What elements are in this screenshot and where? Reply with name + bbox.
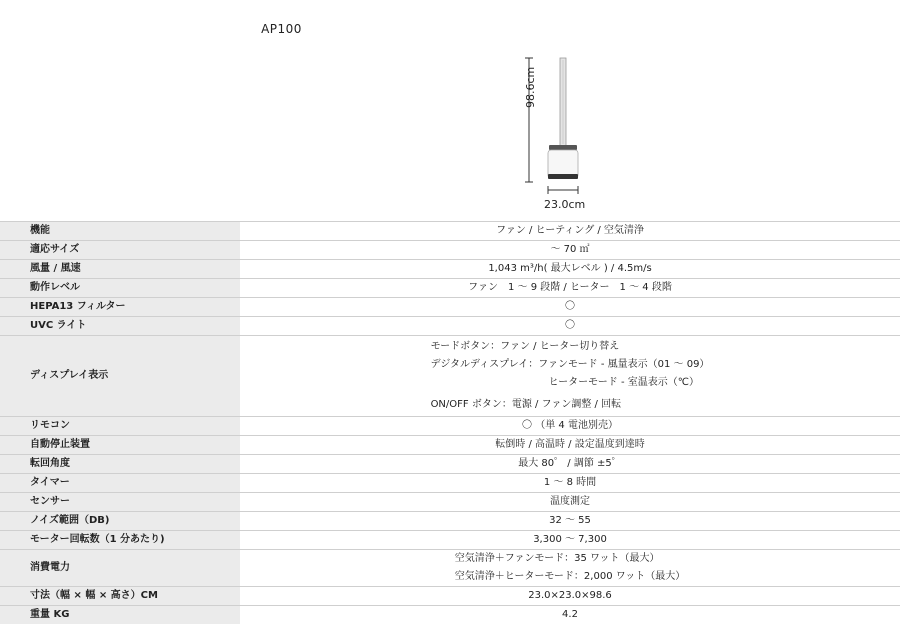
spec-value: 転倒時 / 高温時 / 設定温度到達時 <box>240 436 900 455</box>
spec-label: リモコン <box>0 417 240 436</box>
spec-value: 〇 （単 4 電池別売） <box>240 417 900 436</box>
spec-label: 寸法（幅 × 幅 × 高さ）CM <box>0 587 240 606</box>
table-row <box>0 417 900 436</box>
table-row <box>0 436 900 455</box>
spec-label: UVC ライト <box>0 317 240 336</box>
spec-label: 消費電力 <box>0 550 240 587</box>
table-row <box>0 336 900 417</box>
spec-label: 重量 KG <box>0 606 240 624</box>
spec-label: センサー <box>0 493 240 512</box>
spec-value-line: 空気清浄＋ヒーターモード：2,000 ワット（最大） <box>455 568 686 586</box>
spec-value: 1 ～ 8 時間 <box>240 474 900 493</box>
table-row <box>0 317 900 336</box>
spec-label: タイマー <box>0 474 240 493</box>
table-row <box>0 587 900 606</box>
spec-value-line: ヒーターモード - 室温表示（℃） <box>431 374 710 392</box>
spec-label: 機能 <box>0 222 240 241</box>
spec-value <box>240 550 900 587</box>
spec-label: 風量 / 風速 <box>0 260 240 279</box>
table-row <box>0 279 900 298</box>
table-row <box>0 550 900 587</box>
spec-value: 23.0×23.0×98.6 <box>240 587 900 606</box>
spec-value: 4.2 <box>240 606 900 624</box>
spec-label: 転回角度 <box>0 455 240 474</box>
spec-label: 動作レベル <box>0 279 240 298</box>
table-row <box>0 606 900 624</box>
table-row <box>0 531 900 550</box>
spec-value: 3,300 ～ 7,300 <box>240 531 900 550</box>
table-row <box>0 493 900 512</box>
spec-value: 〇 <box>240 317 900 336</box>
spec-value: ファン 1 ～ 9 段階 / ヒーター 1 ～ 4 段階 <box>240 279 900 298</box>
table-row <box>0 241 900 260</box>
spec-label: 適応サイズ <box>0 241 240 260</box>
table-row <box>0 260 900 279</box>
table-row <box>0 298 900 317</box>
spec-value: 最大 80゜ / 調節 ±5゜ <box>240 455 900 474</box>
table-row <box>0 455 900 474</box>
table-row <box>0 474 900 493</box>
spec-value-line: 空気清浄＋ファンモード：35 ワット（最大） <box>455 550 686 568</box>
spec-value: ファン / ヒーティング / 空気清浄 <box>240 222 900 241</box>
spec-value: 32 ～ 55 <box>240 512 900 531</box>
spec-value: 1,043 m³/h( 最大レベル ) / 4.5m/s <box>240 260 900 279</box>
spec-value: ～ 70 ㎡ <box>240 241 900 260</box>
spec-value-line: モードボタン：ファン / ヒーター切り替え <box>431 338 710 356</box>
spec-label: ディスプレイ表示 <box>0 336 240 417</box>
spec-label: HEPA13 フィルター <box>0 298 240 317</box>
spec-label: モーター回転数（1 分あたり) <box>0 531 240 550</box>
spec-value: 温度測定 <box>240 493 900 512</box>
spec-value <box>240 336 900 417</box>
spec-table <box>0 221 900 624</box>
spec-label: ノイズ範囲（DB) <box>0 512 240 531</box>
product-header <box>0 0 900 221</box>
spec-label: 自動停止装置 <box>0 436 240 455</box>
model-name: AP100 <box>0 22 900 36</box>
width-dimension-label: 23.0cm <box>544 198 585 211</box>
table-row <box>0 512 900 531</box>
spec-value-line: ON/OFF ボタン：電源 / ファン調整 / 回転 <box>431 396 710 414</box>
height-dimension-label: 98.6cm <box>524 67 537 108</box>
spec-value: 〇 <box>240 298 900 317</box>
spec-value-line: デジタルディスプレイ：ファンモード - 風量表示（01 ～ 09） <box>431 356 710 374</box>
table-row <box>0 222 900 241</box>
